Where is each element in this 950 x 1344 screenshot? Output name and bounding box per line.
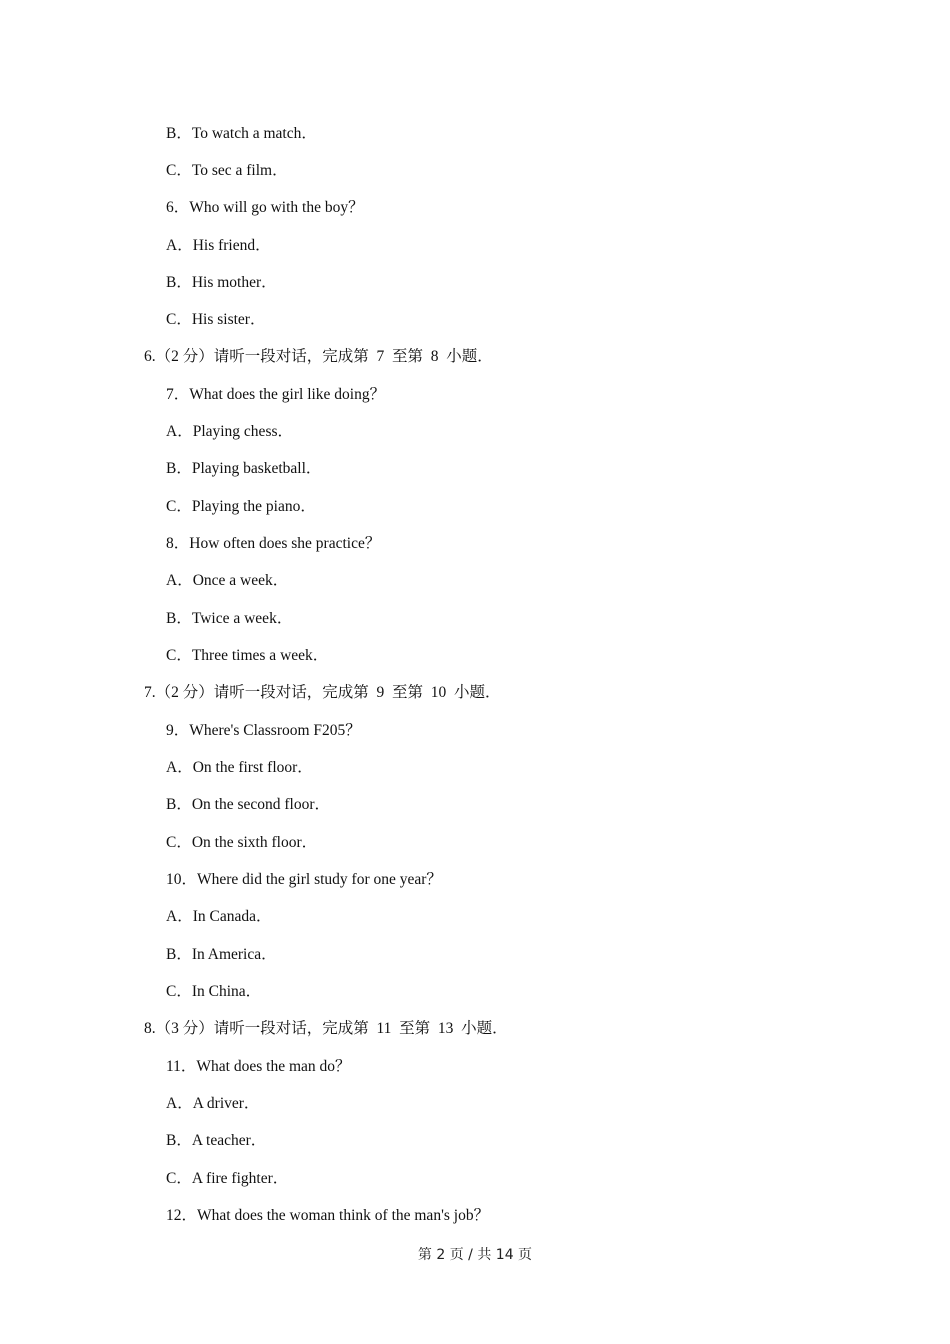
question-line: 10．Where did the girl study for one year？ — [166, 871, 442, 888]
question-line: 12．What does the woman think of the man's job？ — [166, 1207, 490, 1224]
section-heading: 6.（2 分）请听一段对话，完成第 7 至第 8 小题． — [144, 348, 493, 365]
question-line: 6．Who will go with the boy？ — [166, 199, 364, 216]
question-line: C．Three times a week． — [166, 647, 329, 664]
question-line: 8．How often does she practice？ — [166, 535, 381, 552]
section-heading: 8.（3 分）请听一段对话，完成第 11 至第 13 小题． — [144, 1020, 508, 1037]
question-line: 9．Where's Classroom F205？ — [166, 722, 361, 739]
question-line: B．Playing basketball． — [166, 460, 322, 477]
question-line: 11．What does the man do？ — [166, 1058, 351, 1075]
question-line: B．On the second floor． — [166, 796, 331, 813]
question-line: C．In China． — [166, 983, 262, 1000]
question-line: 7．What does the girl like doing？ — [166, 386, 386, 403]
question-line: C．On the sixth floor． — [166, 834, 318, 851]
question-line: A．Once a week． — [166, 572, 289, 589]
question-line: A．In Canada． — [166, 908, 272, 925]
question-line: C．His sister． — [166, 311, 266, 328]
question-line: B．In America． — [166, 946, 277, 963]
question-line: C．A fire fighter． — [166, 1170, 289, 1187]
section-heading: 7.（2 分）请听一段对话，完成第 9 至第 10 小题． — [144, 684, 501, 701]
question-line: B．His mother． — [166, 274, 277, 291]
question-line: B．To watch a match． — [166, 125, 317, 142]
question-line: A．His friend． — [166, 237, 271, 254]
question-line: B．Twice a week． — [166, 610, 293, 627]
question-line: A．On the first floor． — [166, 759, 313, 776]
question-line: B．A teacher． — [166, 1132, 267, 1149]
question-line: A．Playing chess． — [166, 423, 294, 440]
page-footer: 第 2 页 / 共 14 页 — [417, 1247, 533, 1263]
question-line: A．A driver． — [166, 1095, 260, 1112]
question-line: C．Playing the piano． — [166, 498, 316, 515]
question-line: C．To sec a film． — [166, 162, 288, 179]
